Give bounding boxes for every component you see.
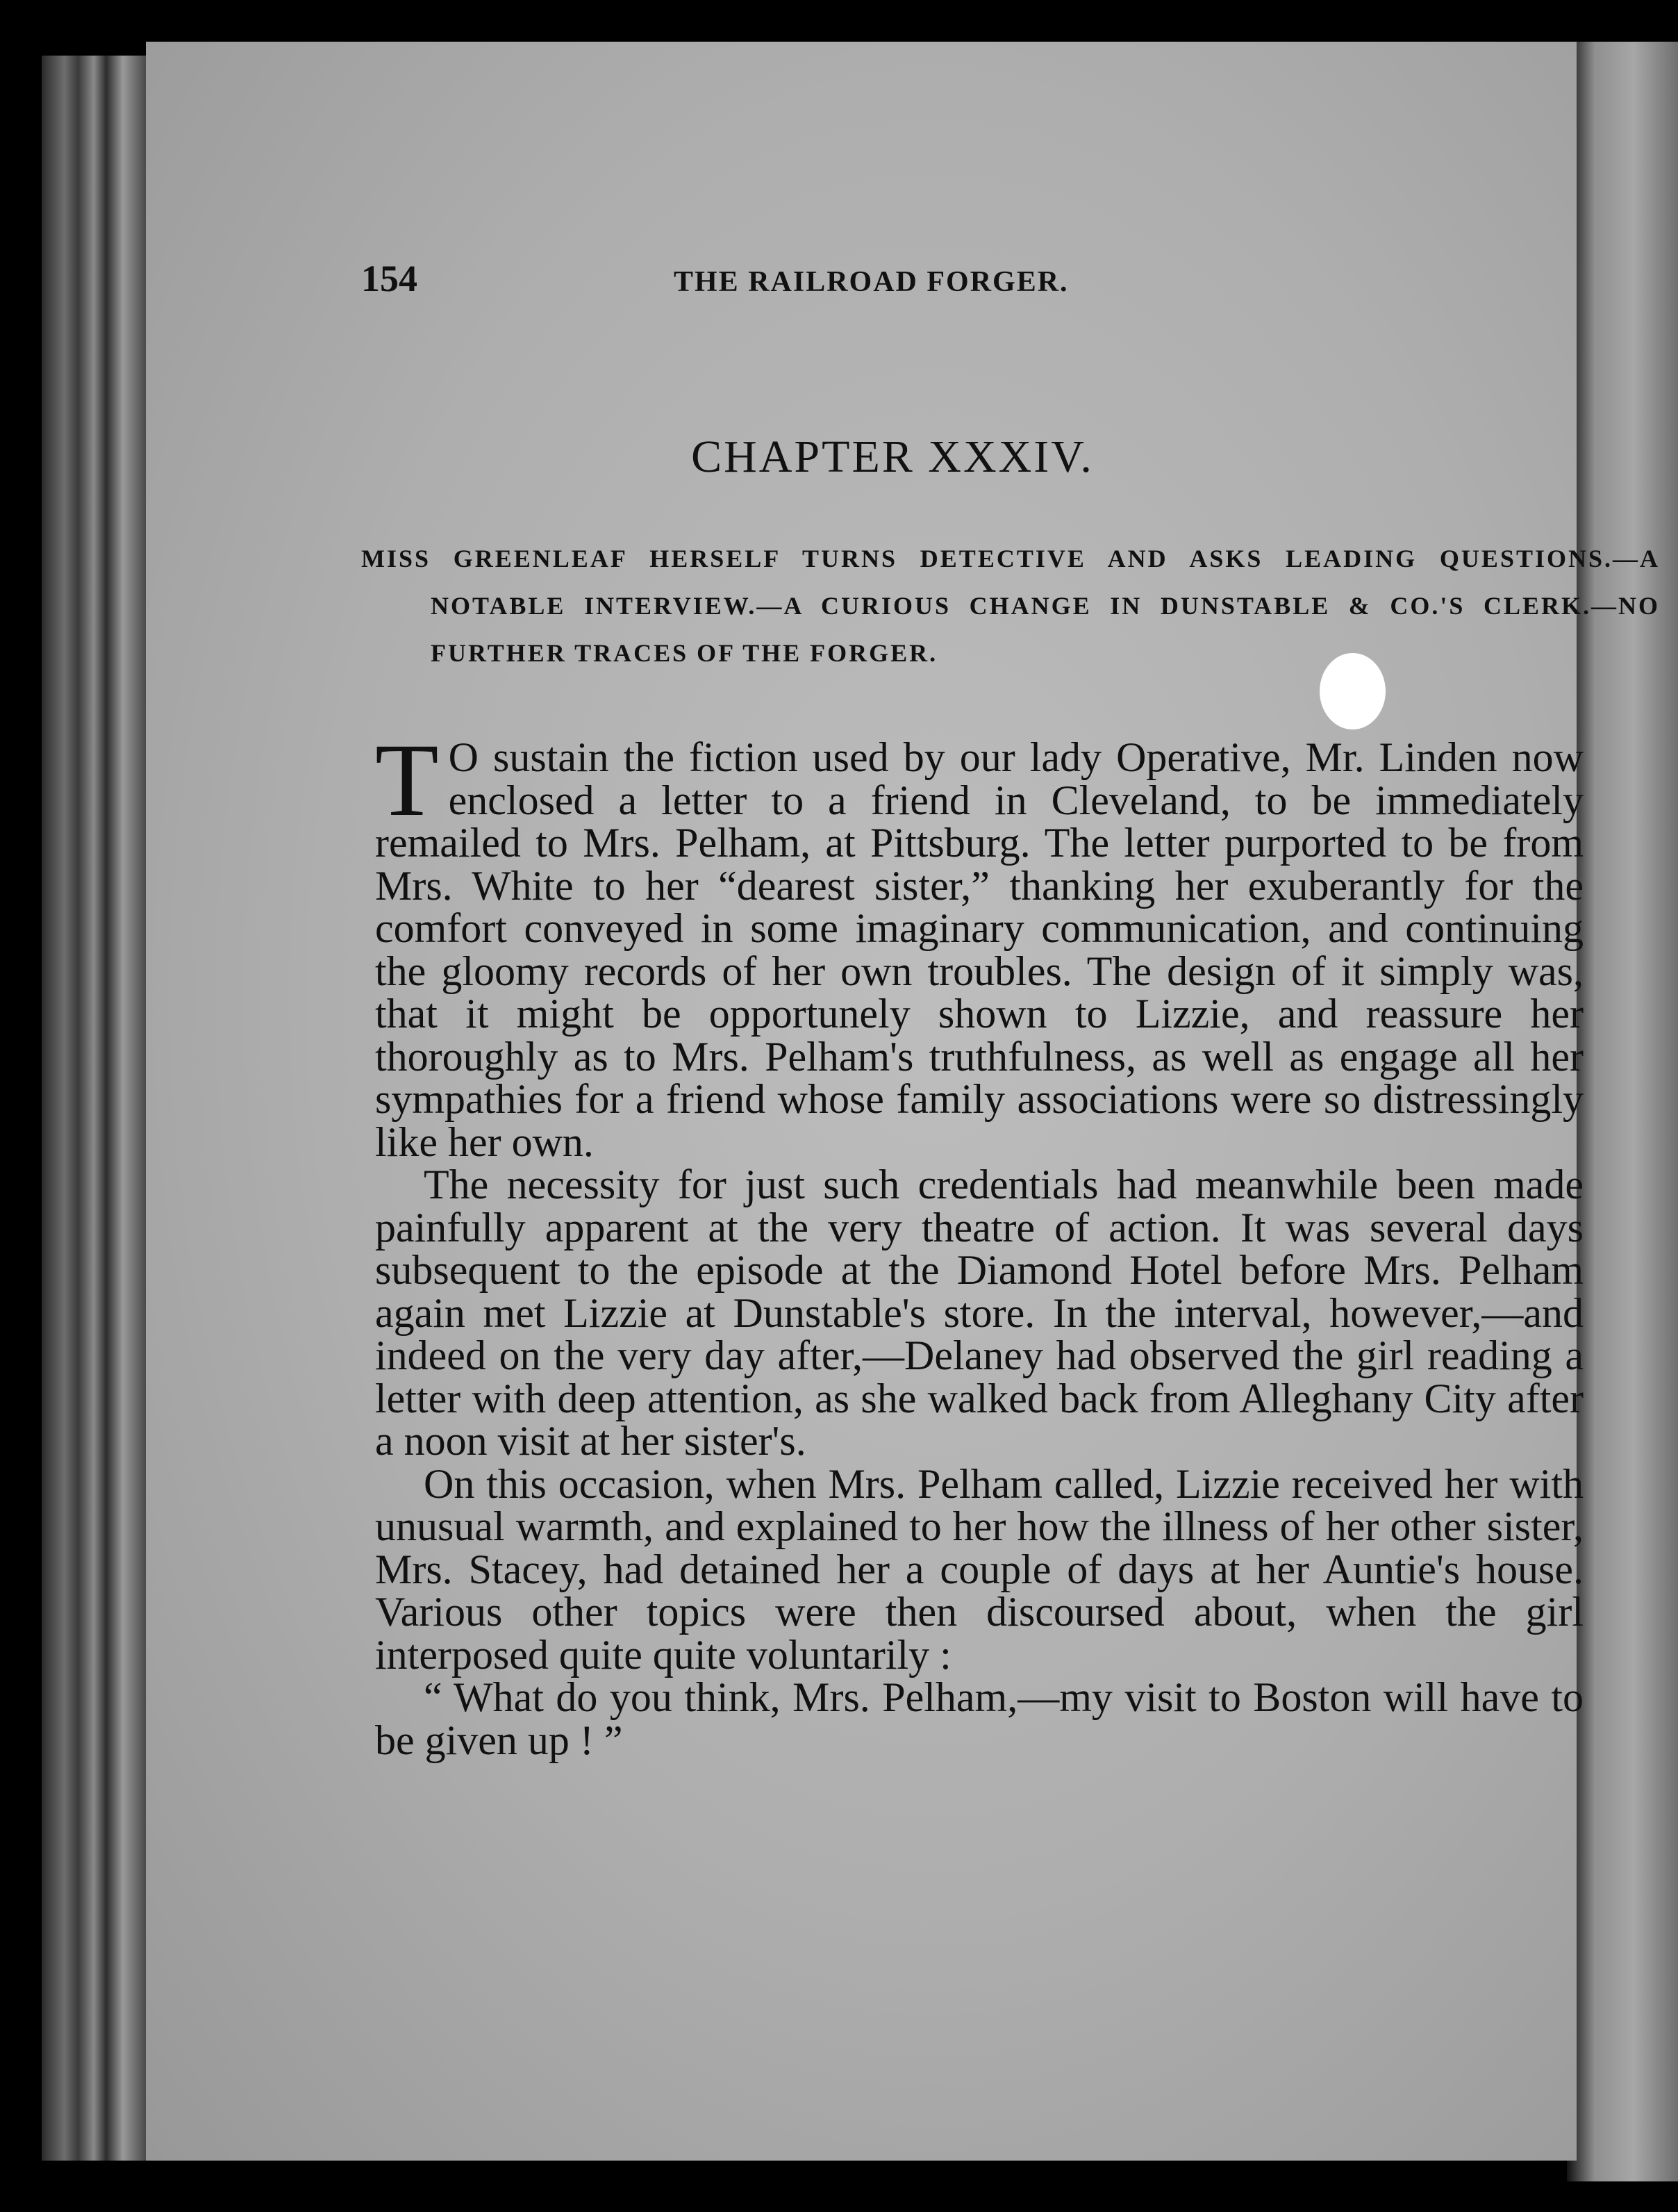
paragraph-1 bbox=[375, 723, 1584, 1165]
drop-cap: T bbox=[375, 723, 439, 838]
paragraph-1-text: O sustain the fiction used by our lady Operative, Mr. Linden now enclosed a letter to a friend in Cleveland, to be immediately remailed to Mrs. Pelham, at Pittsburg. The letter purported to be from Mrs. White to her “dearest sister,” thanking her exuberantly for the comfort conveyed in some imaginary communication, and continuing the gloomy records of her own troubles. The design of it simply was, that it might be opportunely shown to Lizzie, and reassure her thoroughly as to Mrs. Pelham's truthfulness, as well as engage all her sympathies for a friend whose family associations were so distressingly like her own. bbox=[375, 734, 1584, 1165]
body-text bbox=[375, 723, 1584, 1763]
paragraph-4: “ What do you think, Mrs. Pelham,—my visit to Boston will have to be given up ! ” bbox=[375, 1674, 1584, 1763]
paper-damage-spot bbox=[1320, 653, 1386, 729]
facing-page-edge bbox=[1567, 42, 1678, 2181]
chapter-title: CHAPTER XXXIV. bbox=[691, 431, 1094, 482]
book-page bbox=[146, 42, 1660, 2161]
book-left-edge bbox=[42, 56, 146, 2161]
paragraph-3: On this occasion, when Mrs. Pelham called, Lizzie received her with unusual warmth, and explained to her how the illness of her other sister, Mrs. Stacey, had detained her a couple of days at her Auntie's house. Various other topics were then discoursed about, when the girl interposed quite quite voluntarily : bbox=[375, 1460, 1584, 1678]
chapter-synopsis: MISS GREENLEAF HERSELF TURNS DETECTIVE AND ASKS LEADING QUESTIONS.—A NOTABLE INTERVIEW.—A CURIOUS CHANGE IN DUNSTABLE & CO.'S CLERK.—NO FURTHER TRACES OF THE FORGER. bbox=[361, 545, 1660, 667]
paragraph-2: The necessity for just such credentials had meanwhile been made painfully apparent at the very theatre of action. It was several days subsequent to the episode at the Diamond Hotel before Mrs. Pelham again met Lizzie at Dunstable's store. In the interval, however,—and indeed on the very day after,—Delaney had observed the girl reading a letter with deep attention, as she walked back from Alleghany City after a noon visit at her sister's. bbox=[375, 1162, 1584, 1464]
running-head: THE RAILROAD FORGER. bbox=[674, 266, 1069, 298]
page-number: 154 bbox=[361, 258, 417, 299]
